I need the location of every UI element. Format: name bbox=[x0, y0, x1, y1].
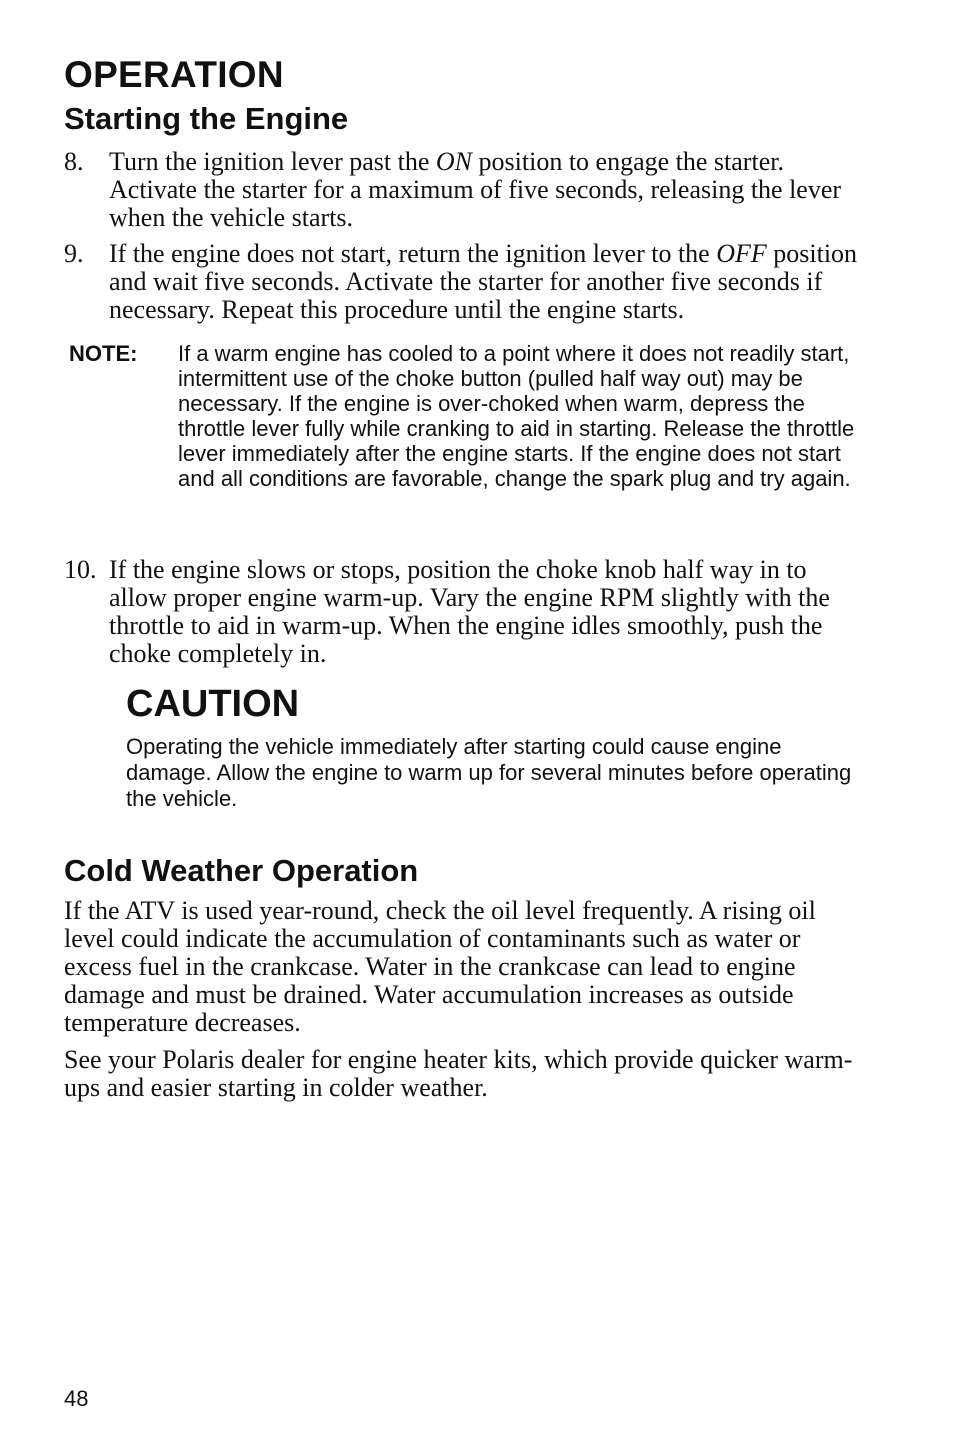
step-text: If the engine slows or stops, position the choke knob half way in to allow proper engine warm-up. Vary the engine RPM slightly with the throttle to aid in warm-up. When the engine idles smoothly, push the choke completely in. bbox=[109, 555, 830, 668]
step-text-pre: If the engine does not start, return the ignition lever to the bbox=[109, 239, 717, 268]
step-10 bbox=[64, 556, 864, 668]
section-title: OPERATION bbox=[64, 54, 284, 95]
cold-weather-paragraph-2: See your Polaris dealer for engine heater kits, which provide quicker warm-ups and easier starting in colder weather. bbox=[64, 1045, 853, 1102]
step-8 bbox=[64, 148, 864, 232]
step-text-pre: Turn the ignition lever past the bbox=[109, 147, 436, 176]
step-text bbox=[109, 148, 864, 232]
step-number: 10. bbox=[64, 555, 97, 584]
note-block bbox=[69, 341, 859, 491]
page-number: 48 bbox=[64, 1386, 89, 1411]
cold-weather-paragraph-1: If the ATV is used year-round, check the oil level frequently. A rising oil level could indicate the accumulation of contaminants such as water or excess fuel in the crankcase. Water in the crankcase can lead to engine damage and must be drained. Water accumulation increases as outside temperature decreases. bbox=[64, 896, 816, 1037]
step-9 bbox=[64, 240, 864, 324]
step-text-post: position to engage the starter. Activate the starter for a maximum of five seconds, releasing the lever when the vehicle starts. bbox=[109, 147, 842, 232]
step-text-emphasis: OFF bbox=[716, 239, 767, 268]
note-text: If a warm engine has cooled to a point where it does not readily start, intermittent use of the choke button (pulled half way out) may be necessary. If the engine is over-choked when warm, depress the throttle lever fully while cranking to aid in starting. Release the throttle lever immediately after the engine starts. If the engine does not start and all conditions are favorable, change the spark plug and try again. bbox=[178, 341, 855, 491]
step-text-emphasis: ON bbox=[435, 147, 473, 176]
step-number: 9. bbox=[64, 239, 84, 268]
caution-title: CAUTION bbox=[126, 683, 300, 725]
step-number: 8. bbox=[64, 147, 84, 176]
step-text bbox=[109, 240, 864, 324]
subsection-title-starting: Starting the Engine bbox=[64, 101, 349, 136]
note-label: NOTE: bbox=[69, 341, 138, 366]
subsection-title-cold-weather: Cold Weather Operation bbox=[64, 853, 419, 888]
caution-text: Operating the vehicle immediately after starting could cause engine damage. Allow the engine to warm up for several minutes before operating the vehicle. bbox=[126, 734, 852, 811]
step-text-post: position and wait five seconds. Activate the starter for another five seconds if necessary. Repeat this procedure until the engine starts. bbox=[109, 239, 858, 324]
